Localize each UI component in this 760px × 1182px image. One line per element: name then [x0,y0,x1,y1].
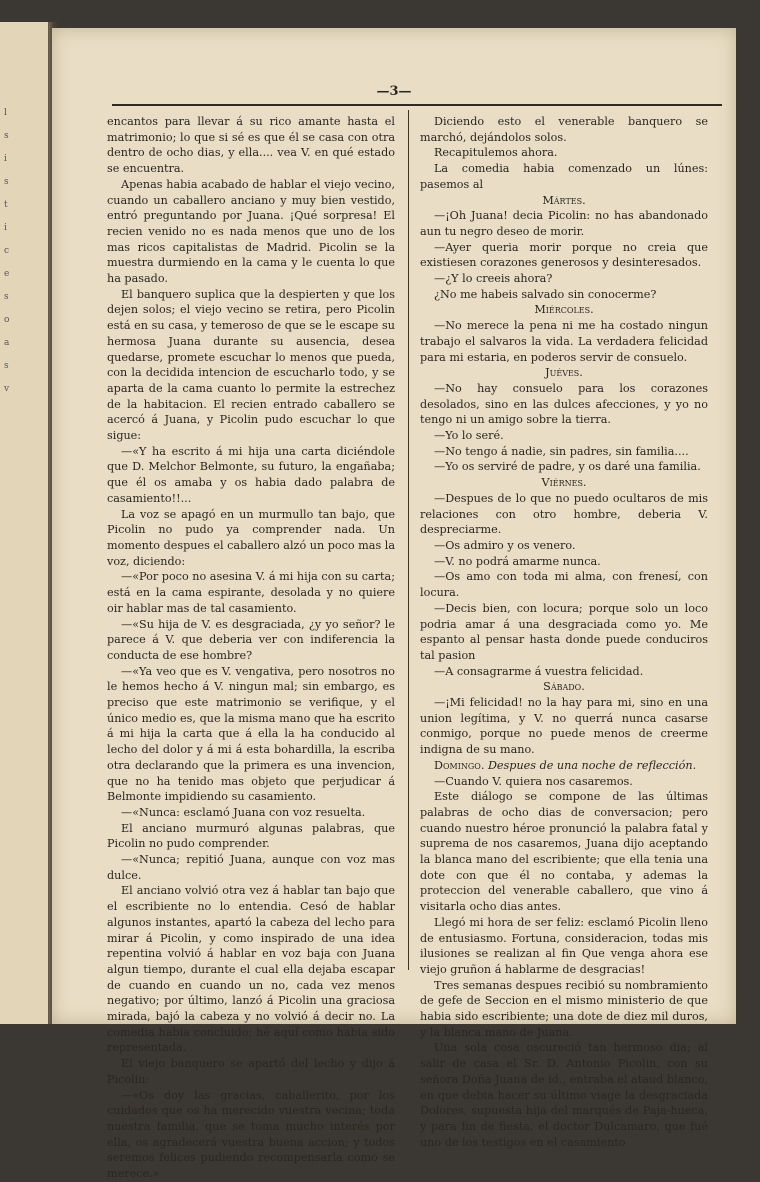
fragment-letter: s [4,177,9,187]
paragraph: —«Nunca; repitió Juana, aunque con voz mas dulce. [107,853,395,882]
paragraph: —«Por poco no asesina V. á mi hija con su carta; está en la cama espirante, desolada y no quiere oir hablar mas de tal casamiento. [107,570,395,615]
facing-page-edge [0,22,52,1024]
paragraph: —«Os doy las gracias, caballerito, por los cuidados que os ha merecido vuestra vecina; toda nuestra familia, que se toma mucho interés por ella, os agradecerá vuestra buena accion; y todos seremos felices pudiendo recompensarla como se merece.» [107,1088,395,1181]
paragraph: El anciano volvió otra vez á hablar tan bajo que el escribiente no lo entendia. Cesó de hablar algunos instantes, apartó la cabeza del lecho para mirar á Picolin, y como inspirado de una idea repentina volvió á hablar en voz baja con Juana algun tiempo, durante el cual ella dejaba escapar de cuando en cuando un no, cada vez menos negativo; por último, lanzó á Picolin una graciosa mirada, bajó la cabeza y no volvió á decir no. La comedia habia concluido; hé aquí como habia sido representada. [107,884,395,1055]
day-heading: Juéves. [545,366,583,380]
paragraph: —Decis bien, con locura; porque solo un loco podria amar á una desgraciada como yo. Me espanto al pensar hasta donde puede conduciros tal pasion [420,601,708,662]
paragraph: Una sola cosa oscureció tan hermoso dia; al salir de casa el Sr. D. Antonio Picolin, con su señora Doña Juana de id., entraba el ataud blanco, en que debia hacer su último viage la desgraciada Dolores, supuesta hija del marqués de Paja-hueca, y para fin de fiesta, el doctor Dulcamaro, que fué uno de los testigos en el casamiento [420,1041,708,1149]
paragraph: Apenas habia acabado de hablar el viejo vecino, cuando un caballero anciano y muy bien vestido, entró preguntando por Juana. ¡Qué sorpresa! El recien venido no es nada menos que uno de los mas ricos capitalistas de Madrid. Picolin se la muestra durmiendo en la cama y le cuenta lo que ha pasado. [107,177,395,286]
paragraph: Tres semanas despues recibió su nombramiento de gefe de Seccion en el mismo ministerio de que habia sido escribiente; una dote de diez mil duros, y la blanca mano de Juana. [420,978,708,1039]
paragraph: —Os amo con toda mi alma, con frenesí, con locura. [420,570,708,600]
fragment-letter: i [4,223,7,233]
paragraph: —«Su hija de V. es desgraciada, ¿y yo señor? le parece á V. que deberia ver con indiferencia la conducta de ese hombre? [107,617,395,662]
fragment-letter: c [4,246,10,256]
paragraph: —Despues de lo que no puedo ocultaros de mis relaciones con otro hombre, deberia V. despreciarme. [420,491,708,537]
day-heading: Sábado. [543,680,585,694]
paragraph: —¡Mi felicidad! no la hay para mi, sino en una union legítima, y V. no querrá nunca casarse conmigo, porque no puede menos de creerme indigna de su mano. [420,696,708,757]
day-subtitle: Despues de una noche de reflección. [487,758,697,772]
paragraph: El viejo banquero se apartó del lecho y dijo á Picolin: [107,1057,395,1086]
paragraph: Diciendo esto el venerable banquero se marchó, dejándolos solos. [420,115,708,144]
paragraph: —No merece la pena ni me ha costado ningun trabajo el salvaros la vida. La verdadera felicidad para mi estaria, en poderos servir de consuelo. [420,319,708,364]
page-number: —3— [376,84,412,99]
fragment-letter: v [4,384,10,394]
paragraph: —No hay consuelo para los corazones desolados, sino en las dulces afecciones, y yo no tengo ni un amigo sobre la tierra. [420,381,708,427]
paragraph: —Cuando V. quiera nos casaremos. [434,774,633,788]
paragraph: —Yo lo seré. [434,429,504,443]
paragraph: —«Nunca: esclamó Juana con voz resuelta. [121,805,366,819]
paragraph: —V. no podrá amarme nunca. [434,554,601,568]
paragraph: —Ayer queria morir porque no creia que existiesen corazones generosos y desinteresados. [420,240,708,270]
paragraph: —¡Oh Juana! decia Picolin: no has abandonado aun tu negro deseo de morir. [420,209,708,238]
right-text-column [420,114,708,1150]
fragment-letter: e [4,269,10,279]
paragraph: Llegó mi hora de ser feliz: esclamó Picolin lleno de entusiasmo. Fortuna, consideracion, todas mis ilusiones se realizan al fin Que venga ahora ese viejo gruñon á hablarme de desgracias! [420,915,708,976]
paragraph: —¿Y lo creeis ahora? [434,272,553,286]
day-heading [420,758,708,774]
document-page [52,28,736,1181]
left-text-column [107,114,395,1182]
day-heading: Mártes. [542,193,586,207]
paragraph: ¿No me habeis salvado sin conocerme? [434,287,657,301]
paragraph: —A consagrarme á vuestra felicidad. [434,664,644,678]
paragraph: Este diálogo se compone de las últimas palabras de ocho dias de conversacion; pero cuando nuestro héroe pronunció la palabra fatal y suprema de nos casaremos, Juana dijo aceptando la blanca mano del escribiente; que ella tenia una dote con que él no contaba, y ademas la proteccion del venerable caballero, que vino á visitarla ocho dias antes. [420,790,708,914]
paragraph: encantos para llevar á su rico amante hasta el matrimonio; lo que si sé es que él se casa con otra dentro de ocho dias, y ella.... vea V. en qué estado se encuentra. [107,115,395,176]
paragraph: El banquero suplica que la despierten y que los dejen solos; el viejo vecino se retira, pero Picolin está en su casa, y temeroso de que se le escape su hermosa Juana durante su ausencia, desea quedarse, promete escuchar lo menos que pueda, con la decidida intencion de escucharlo todo, y se aparta de la cama cuanto lo permite la estrechez de la habitacion. El recien entrado caballero se acercó á Juana, y Picolin pudo escuchar lo que sigue: [107,287,395,443]
paragraph: Recapitulemos ahora. [434,146,558,160]
paragraph: —Yo os serviré de padre, y os daré una familia. [434,460,701,474]
column-divider [408,110,409,970]
day-heading: Viérnes. [541,476,587,490]
paragraph: —«Ya veo que es V. vengativa, pero nosotros no le hemos hecho á V. ningun mal; sin embargo, es preciso que este matrimonio se verifique, y el único medio es, que la misma mano que ha escrito á mi hija la carta que á ella la ha conducido al lecho del dolor y á mi á esta bohardilla, la escriba otra declarando que la primera es una invencion, que no ha tenido mas objeto que perjudicar á Belmonte impidiendo su casamiento. [107,664,395,804]
fragment-letter: o [4,315,10,325]
paragraph: —«Y ha escrito á mi hija una carta diciéndole que D. Melchor Belmonte, su futuro, la engañaba; que él os amaba y os habia dado palabra de casamiento!!... [107,444,395,505]
fragment-letter: s [4,361,9,371]
fragment-letter: s [4,292,9,302]
paragraph: —Os admiro y os venero. [434,538,576,552]
fragment-letter: i [4,154,7,164]
day-label: Domingo. [434,758,485,772]
paragraph: —No tengo á nadie, sin padres, sin familia.... [434,444,689,458]
facing-page-fragments [4,102,12,401]
fragment-letter: l [4,108,7,118]
fragment-letter: a [4,338,10,348]
paragraph: El anciano murmuró algunas palabras, que Picolin no pudo comprender. [107,821,395,851]
day-heading: Miércoles. [534,303,594,317]
header-rule [112,104,722,106]
paragraph: La comedia habia comenzado un lúnes: pasemos al [420,162,708,191]
fragment-letter: t [4,200,8,210]
fragment-letter: s [4,131,9,141]
paragraph: La voz se apagó en un murmullo tan bajo, que Picolin no pudo ya comprender nada. Un momento despues el caballero alzó un poco mas la voz, diciendo: [107,507,395,568]
